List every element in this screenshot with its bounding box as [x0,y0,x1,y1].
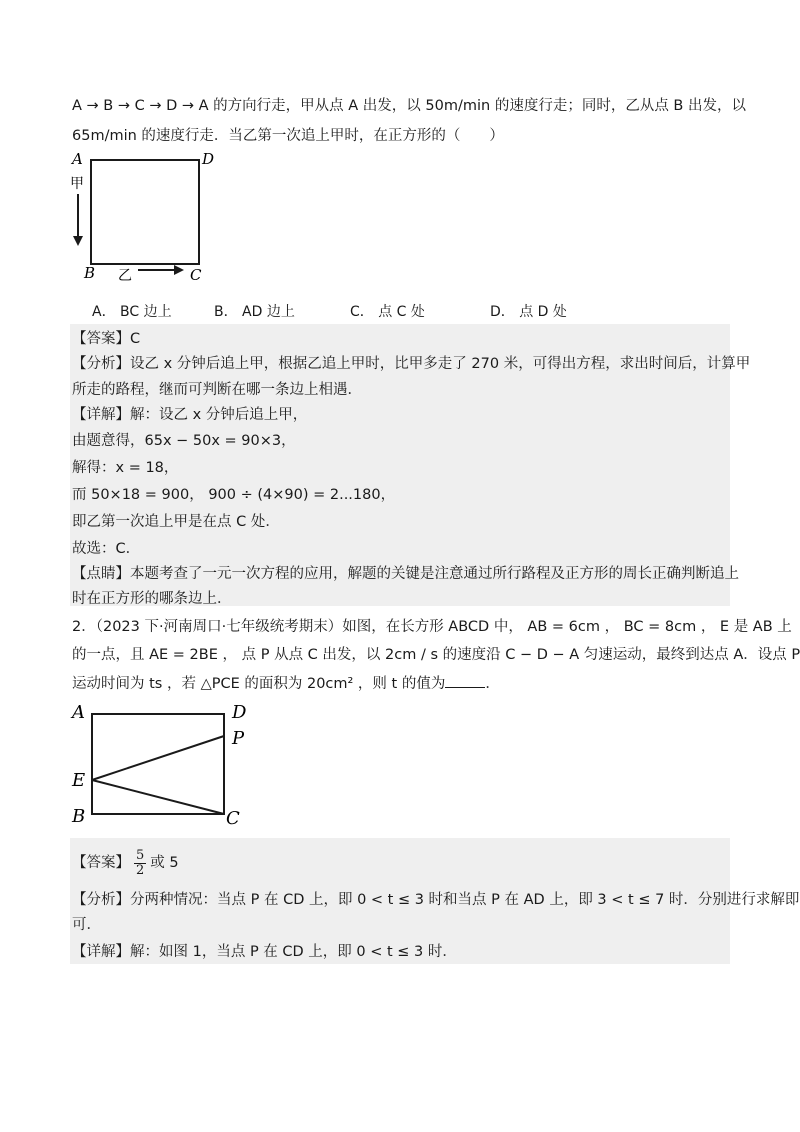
q1-stem-line1: A → B → C → D → A 的方向行走，甲从点 A 出发，以 50m/min 的速度行走；同时，乙从点 B 出发，以 [72,98,746,114]
segment-ep [92,736,224,780]
q1-detail-line2: 由题意得，65x − 50x = 90×3， [72,433,296,449]
jia-arrow-head [73,236,83,246]
label-jia: 甲 [70,176,84,192]
vertex-label-c: C [226,808,240,829]
q2-answer [72,846,179,880]
vertex-label-a: A [72,150,83,168]
q1-comment-line1: 【点睛】本题考查了一元一次方程的应用，解题的关键是注意通过所行路程及正方形的周长正确判断追上 [72,566,739,582]
q2-answer-tail: 或 5 [150,855,179,871]
yi-arrow-head [174,265,184,275]
q1-detail-line3: 解得：x = 18， [72,460,179,476]
q1-square-figure [66,148,216,284]
q1-detail-line6: 故选：C． [72,541,141,557]
vertex-label-c: C [190,266,202,284]
rectangle-outline [92,714,224,814]
q1-option-c: C． 点 C 处 [350,304,425,320]
q1-analysis-line2: 所走的路程，继而可判断在哪一条边上相遇． [72,382,362,398]
q1-stem-line2: 65m/min 的速度行走．当乙第一次追上甲时，在正方形的（ ） [72,128,504,144]
q1-answer: 【答案】C [72,331,141,347]
vertex-label-b: B [72,806,86,827]
q1-detail-line5: 即乙第一次追上甲是在点 C 处． [72,514,280,530]
vertex-label-a: A [72,702,85,723]
segment-ec [92,780,224,814]
square-outline [91,160,199,264]
fraction-numerator: 5 [136,847,145,863]
q2-stem-line3-text: 运动时间为 ts ，若 △PCE 的面积为 20cm² ，则 t 的值为 [72,676,446,692]
q1-analysis-line1: 【分析】设乙 x 分钟后追上甲，根据乙追上甲时，比甲多走了 270 米，可得出方程，求出时间后，计算甲 [72,356,751,372]
vertex-label-b: B [84,264,96,282]
q2-answer-fraction [134,849,146,878]
fraction-denominator: 2 [136,862,145,878]
point-label-e: E [72,770,86,791]
q2-stem-line3-end: ． [485,676,500,692]
q2-analysis-line1: 【分析】分两种情况：当点 P 在 CD 上，即 0 < t ≤ 3 时和当点 P 在 AD 上，即 3 < t ≤ 7 时．分别进行求解即 [72,892,800,908]
vertex-label-d: D [202,150,215,168]
q1-option-a: A． BC 边上 [92,304,172,320]
q2-rectangle-figure [66,700,266,830]
q2-stem-line2: 的一点，且 AE = 2BE ， 点 P 从点 C 出发，以 2cm / s 的速度沿 C − D − A 匀速运动，最终到达点 A．设点 P [72,647,800,663]
point-label-p: P [232,728,245,749]
q1-comment-line2: 时在正方形的哪条边上． [72,591,232,607]
q1-option-b: B． AD 边上 [214,304,295,320]
q1-detail-line4: 而 50×18 = 900， 900 ÷ (4×90) = 2...180， [72,487,396,503]
q2-analysis-line2: 可． [72,917,101,933]
label-yi: 乙 [118,268,132,284]
q2-answer-label: 【答案】 [72,855,130,871]
vertex-label-d: D [232,702,247,723]
q1-detail-line1: 【详解】解：设乙 x 分钟后追上甲， [72,407,308,423]
q1-option-d: D． 点 D 处 [490,304,567,320]
q2-stem-line3 [72,673,500,694]
q2-detail-line1: 【详解】解：如图 1，当点 P 在 CD 上，即 0 < t ≤ 3 时． [72,944,457,960]
q2-answer-blank [445,673,485,688]
q2-stem-line1: 2．（2023 下·河南周口·七年级统考期末）如图，在长方形 ABCD 中， AB = 6cm ， BC = 8cm ， E 是 AB 上 [72,619,792,635]
